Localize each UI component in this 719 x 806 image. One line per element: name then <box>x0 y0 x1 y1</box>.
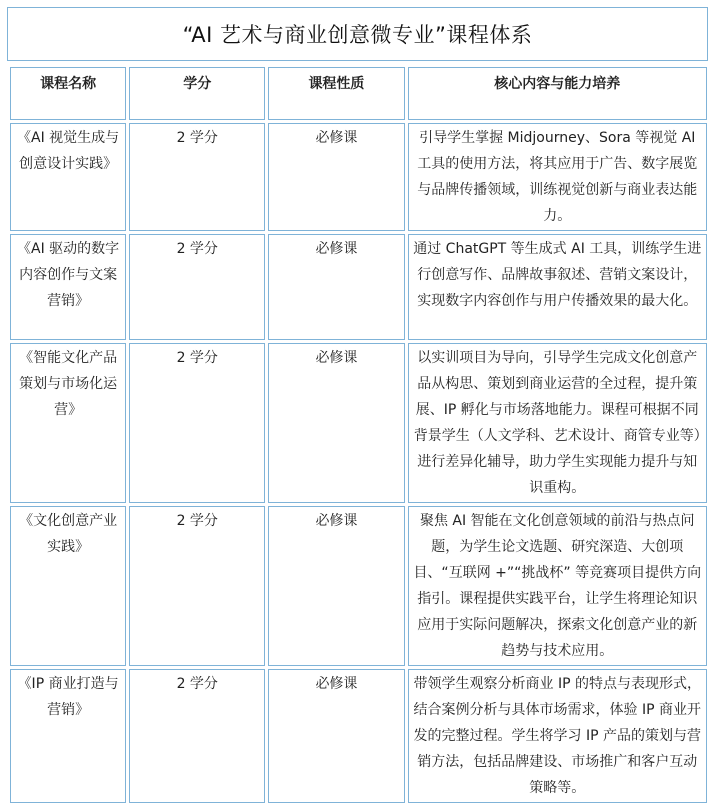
content-cell: 聚焦 AI 智能在文化创意领域的前沿与热点问题，为学生论文选题、研究深造、大创项目、“互联网 +”“挑战杯” 等竞赛项目提供方向指引。课程提供实践平台，让学生将理论知识应用于实际问题解决，探索文化创意产业的新趋势与技术应用。 <box>408 506 707 666</box>
nature-cell: 必修课 <box>268 343 404 503</box>
header-content: 核心内容与能力培养 <box>408 67 707 120</box>
table-row <box>10 669 707 803</box>
header-credit: 学分 <box>129 67 265 120</box>
course-name-cell: 《IP 商业打造与营销》 <box>10 669 126 803</box>
content-cell: 引导学生掌握 Midjourney、Sora 等视觉 AI 工具的使用方法，将其应用于广告、数字展览与品牌传播领域，训练视觉创新与商业表达能力。 <box>408 123 707 231</box>
nature-cell: 必修课 <box>268 669 404 803</box>
header-row <box>10 67 707 120</box>
credit-cell: 2 学分 <box>129 506 265 666</box>
header-course-name: 课程名称 <box>10 67 126 120</box>
content-cell: 带领学生观察分析商业 IP 的特点与表现形式，结合案例分析与具体市场需求，体验 IP 商业开发的完整过程。学生将学习 IP 产品的策划与营销方法，包括品牌建设、市场推广和客户互动策略等。 <box>408 669 707 803</box>
course-name-cell: 《AI 驱动的数字内容创作与文案营销》 <box>10 234 126 340</box>
nature-cell: 必修课 <box>268 123 404 231</box>
content-cell: 通过 ChatGPT 等生成式 AI 工具，训练学生进行创意写作、品牌故事叙述、营销文案设计，实现数字内容创作与用户传播效果的最大化。 <box>408 234 707 340</box>
nature-cell: 必修课 <box>268 506 404 666</box>
table-row <box>10 123 707 231</box>
course-name-cell: 《AI 视觉生成与创意设计实践》 <box>10 123 126 231</box>
course-name-cell: 《智能文化产品策划与市场化运营》 <box>10 343 126 503</box>
table-title: “AI 艺术与商业创意微专业”课程体系 <box>7 7 708 61</box>
table-row <box>10 506 707 666</box>
nature-cell: 必修课 <box>268 234 404 340</box>
table-row <box>10 343 707 503</box>
credit-cell: 2 学分 <box>129 343 265 503</box>
header-nature: 课程性质 <box>268 67 404 120</box>
credit-cell: 2 学分 <box>129 234 265 340</box>
content-cell: 以实训项目为导向，引导学生完成文化创意产品从构思、策划到商业运营的全过程，提升策展、IP 孵化与市场落地能力。课程可根据不同背景学生（人文学科、艺术设计、商管专业等）进行差异化辅导，助力学生实现能力提升与知识重构。 <box>408 343 707 503</box>
table-row <box>10 234 707 340</box>
credit-cell: 2 学分 <box>129 123 265 231</box>
course-name-cell: 《文化创意产业实践》 <box>10 506 126 666</box>
course-table <box>7 64 710 806</box>
credit-cell: 2 学分 <box>129 669 265 803</box>
